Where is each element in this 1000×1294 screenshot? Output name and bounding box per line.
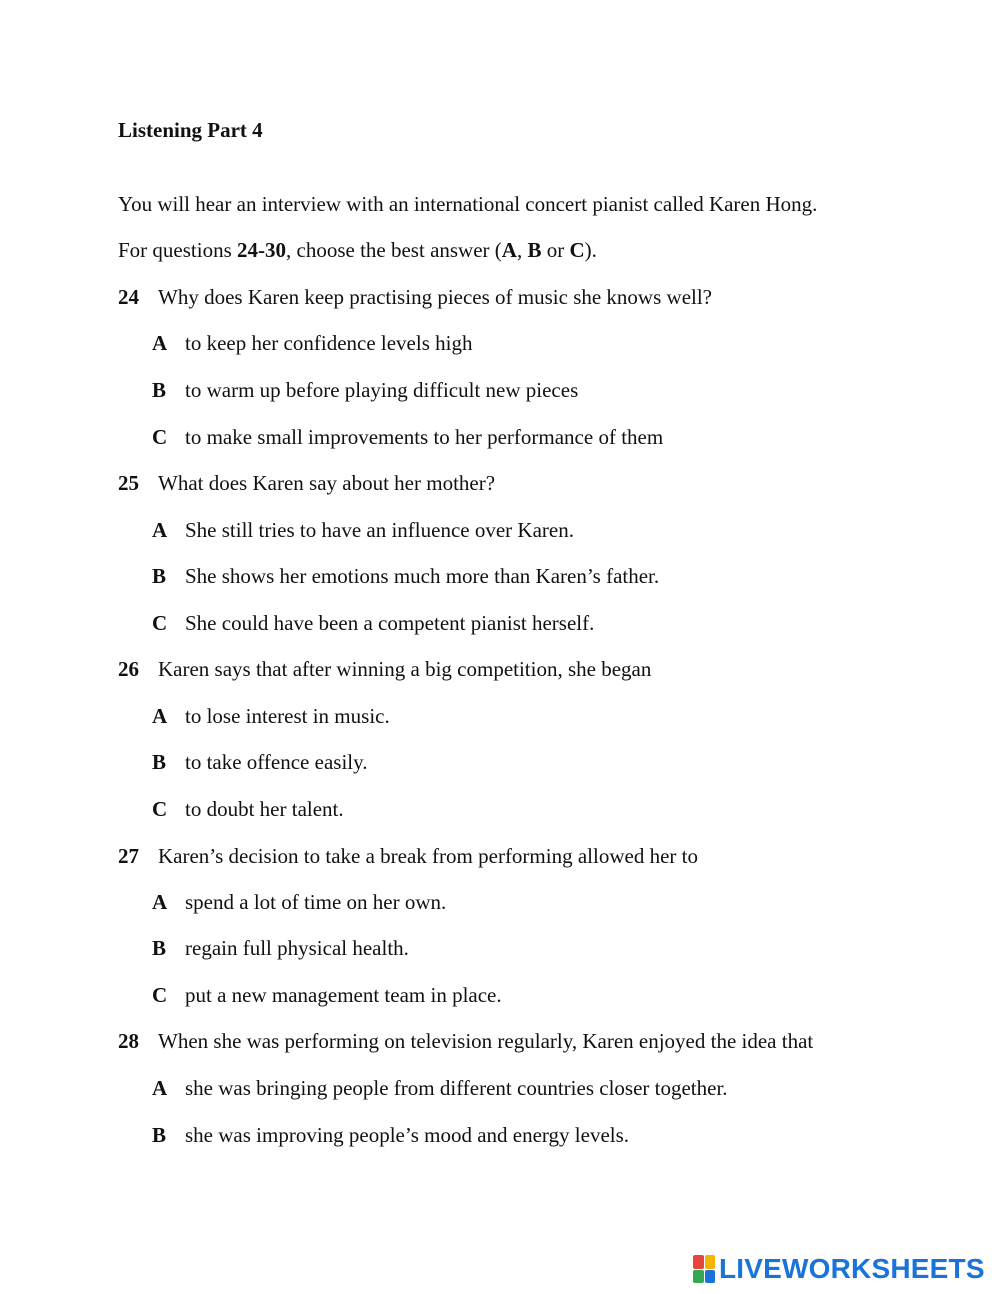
option-25-b[interactable] bbox=[152, 562, 659, 590]
option-letter: C bbox=[152, 425, 168, 449]
option-text: She could have been a competent pianist herself. bbox=[185, 611, 595, 635]
question-27 bbox=[118, 842, 698, 870]
option-text: to warm up before playing difficult new pieces bbox=[185, 378, 579, 402]
option-26-c[interactable] bbox=[152, 795, 344, 823]
option-letter: A bbox=[152, 1076, 168, 1100]
logo-block bbox=[693, 1255, 704, 1269]
question-number: 27 bbox=[118, 844, 139, 868]
option-27-a[interactable] bbox=[152, 888, 446, 916]
option-28-a[interactable] bbox=[152, 1074, 728, 1102]
question-text: Why does Karen keep practising pieces of music she knows well? bbox=[158, 285, 712, 309]
option-text: to doubt her talent. bbox=[185, 797, 344, 821]
option-letter: B bbox=[152, 936, 167, 960]
question-number: 25 bbox=[118, 471, 139, 495]
instruction-sep: , bbox=[516, 238, 528, 262]
option-24-b[interactable] bbox=[152, 376, 578, 404]
option-24-c[interactable] bbox=[152, 423, 663, 451]
logo-text: LIVEWORKSHEETS bbox=[719, 1253, 985, 1284]
option-24-a[interactable] bbox=[152, 329, 472, 357]
logo-block bbox=[705, 1255, 716, 1269]
option-text: put a new management team in place. bbox=[185, 983, 502, 1007]
option-text: She shows her emotions much more than Karen’s father. bbox=[185, 564, 660, 588]
option-letter: C bbox=[152, 797, 168, 821]
logo-block bbox=[693, 1270, 704, 1284]
question-text: Karen’s decision to take a break from performing allowed her to bbox=[158, 844, 698, 868]
question-text: What does Karen say about her mother? bbox=[158, 471, 496, 495]
instruction-range: 24-30 bbox=[237, 238, 287, 262]
instruction-sep: or bbox=[541, 238, 570, 262]
option-text: to make small improvements to her performance of them bbox=[185, 425, 664, 449]
option-letter: C bbox=[152, 983, 168, 1007]
option-28-b[interactable] bbox=[152, 1121, 629, 1149]
option-letter: B bbox=[152, 750, 167, 774]
question-26 bbox=[118, 655, 651, 683]
option-25-c[interactable] bbox=[152, 609, 594, 637]
question-number: 28 bbox=[118, 1029, 139, 1053]
option-letter: B bbox=[152, 564, 167, 588]
option-letter: A bbox=[152, 704, 168, 728]
option-letter: B bbox=[152, 1123, 167, 1147]
instruction-middle: , choose the best answer ( bbox=[286, 238, 502, 262]
option-letter: A bbox=[152, 890, 168, 914]
question-number: 24 bbox=[118, 285, 139, 309]
option-26-b[interactable] bbox=[152, 748, 368, 776]
question-text: Karen says that after winning a big competition, she began bbox=[158, 657, 652, 681]
instruction-suffix: ). bbox=[584, 238, 597, 262]
option-text: regain full physical health. bbox=[185, 936, 409, 960]
option-letter: A bbox=[152, 331, 168, 355]
option-27-b[interactable] bbox=[152, 934, 409, 962]
option-text: she was bringing people from different countries closer together. bbox=[185, 1076, 728, 1100]
option-text: She still tries to have an influence over Karen. bbox=[185, 518, 574, 542]
instruction-letter-b: B bbox=[527, 238, 542, 262]
option-text: to take offence easily. bbox=[185, 750, 368, 774]
question-24 bbox=[118, 283, 712, 311]
logo-block bbox=[705, 1270, 716, 1284]
question-25 bbox=[118, 469, 495, 497]
instruction-letter-c: C bbox=[569, 238, 585, 262]
liveworksheets-logo[interactable] bbox=[693, 1253, 985, 1285]
instruction-letter-a: A bbox=[501, 238, 517, 262]
question-number: 26 bbox=[118, 657, 139, 681]
instruction-prefix: For questions bbox=[118, 238, 238, 262]
option-25-a[interactable] bbox=[152, 516, 574, 544]
option-text: spend a lot of time on her own. bbox=[185, 890, 447, 914]
question-28 bbox=[118, 1027, 813, 1055]
logo-blocks-icon bbox=[693, 1255, 715, 1283]
option-text: to keep her confidence levels high bbox=[185, 331, 473, 355]
option-text: to lose interest in music. bbox=[185, 704, 390, 728]
question-text: When she was performing on television regularly, Karen enjoyed the idea that bbox=[158, 1029, 814, 1053]
page-title: Listening Part 4 bbox=[118, 118, 263, 142]
option-27-c[interactable] bbox=[152, 981, 502, 1009]
intro-text: You will hear an interview with an international concert pianist called Karen Hong. bbox=[118, 192, 818, 216]
option-letter: A bbox=[152, 518, 168, 542]
option-26-a[interactable] bbox=[152, 702, 390, 730]
option-letter: B bbox=[152, 378, 167, 402]
option-letter: C bbox=[152, 611, 168, 635]
instruction-text bbox=[118, 236, 597, 264]
option-text: she was improving people’s mood and energy levels. bbox=[185, 1123, 630, 1147]
